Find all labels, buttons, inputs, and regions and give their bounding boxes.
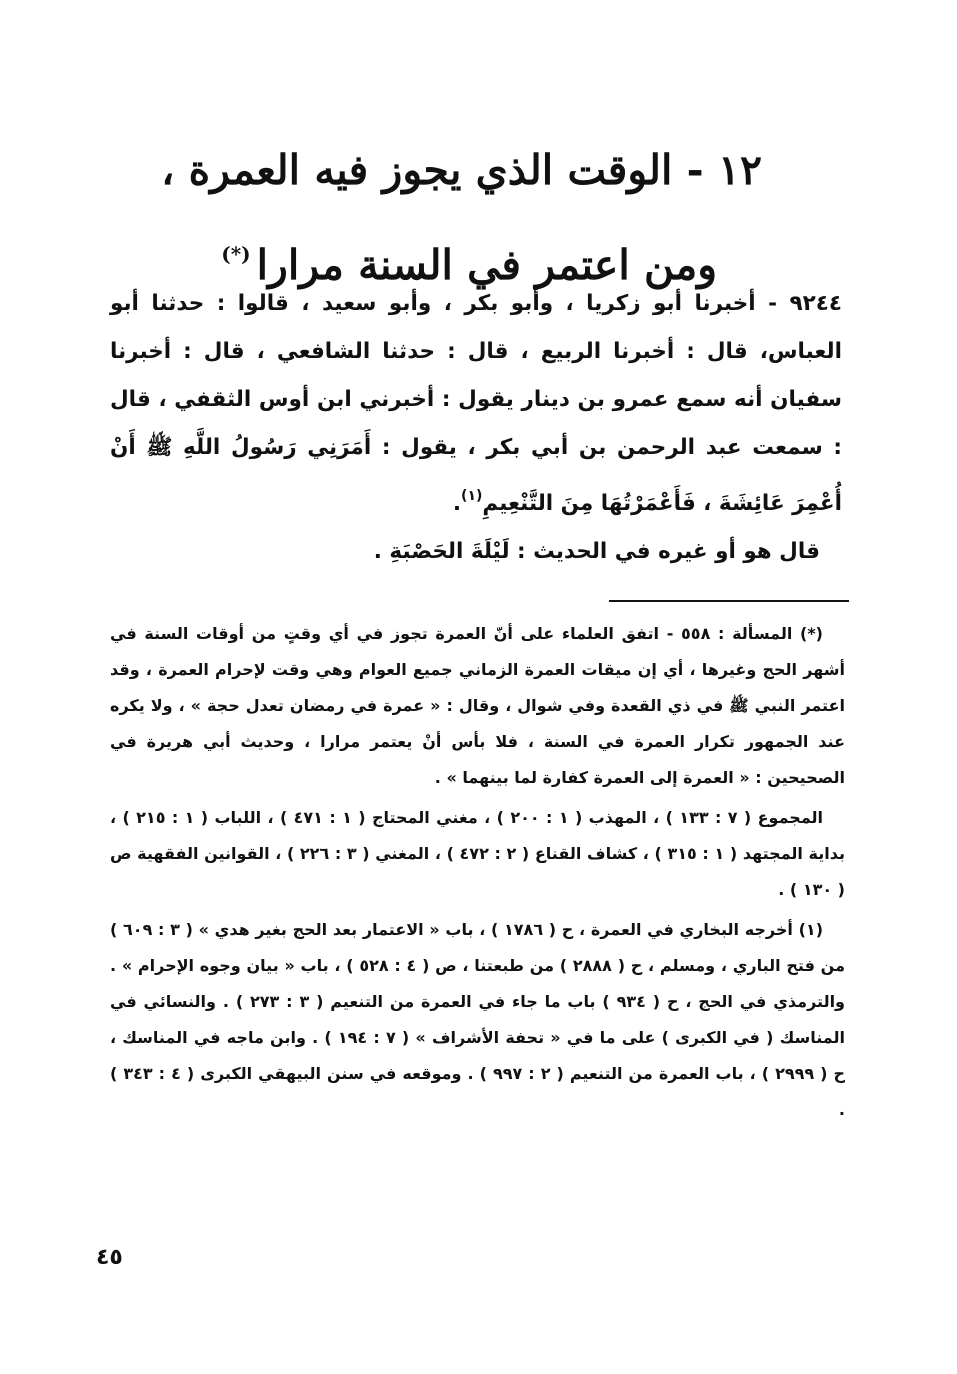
chapter-title-line1: ١٢ - الوقت الذي يجوز فيه العمرة ، (161, 146, 762, 194)
chapter-title-text: ومن اعتمر في السنة مرارا (256, 241, 717, 289)
narration-note: قال هو أو غيره في الحديث : لَيْلَةَ الحَصْبَةِ . (373, 539, 820, 564)
chapter-title-marker: (*) (221, 242, 251, 266)
hadith-paragraph (110, 280, 842, 528)
footnote-separator (609, 600, 849, 602)
masala-note (110, 616, 845, 796)
footnote-ref: (١) (461, 488, 483, 504)
isnad-text: ٩٢٤٤ - أخبرنا أبو زكريا ، وأبو بكر ، وأبو سعيد ، قالوا : حدثنا أبو العباس، قال : أخبرنا الربيع ، قال : حدثنا الشافعي ، قال : أخبرنا سفيان أنه سمع عمرو بن دينار يقول : أخبرني ابن أوس الثقفي ، قال : سمعت عبد الرحمن بن أبي بكر ، يقول : (110, 291, 842, 460)
hadith-text: أَمَرَنِي رَسُولُ اللَّهِ ﷺ أَنْ أُعْمِرَ عَائِشَةَ ، فَأَعْمَرْتُهَا مِنَ التَّنْعِيمِ (110, 435, 842, 516)
footnote-1: (١) أخرجه البخاري في العمرة ، ح ( ١٧٨٦ ) ، باب « الاعتمار بعد الحج بغير هدي » ( ٣ : ٦٠٩ ) من فتح الباري ، ومسلم ، ح ( ٢٨٨٨ ) من طبعتنا ، ص ( ٤ : ٥٢٨ ) ، باب « بيان وجوه الإحرام » . والترمذي في الحج ، ح ( ٩٣٤ ) باب ما جاء في العمرة من التنعيم ( ٣ : ٢٧٣ ) . والنسائي في المناسك ( في الكبرى ) على ما في « تحفة الأشراف » ( ٧ : ١٩٤ ) . وابن ماجه في المناسك ، ح ( ٢٩٩٩ ) ، باب العمرة من التنعيم ( ٢ : ٩٩٧ ) . وموقعه في سنن البيهقي الكبرى ( ٤ : ٣٤٣ ) . (110, 920, 846, 1119)
masala-label: (*) المسألة : ٥٥٨ (681, 624, 823, 643)
main-text (110, 280, 842, 576)
page-number: ٤٥ (96, 1245, 123, 1270)
footnotes (110, 616, 845, 1132)
sources-note: المجموع ( ٧ : ١٣٣ ) ، المهذب ( ١ : ٢٠٠ ) ، مغني المحتاج ( ١ : ٤٧١ ) ، اللباب ( ١ : ٢١٥ ) ، بداية المجتهد ( ١ : ٣١٥ ) ، كشاف القناع ( ٢ : ٤٧٢ ) ، المغني ( ٣ : ٢٢٦ ) ، القوانين الفقهية ص ( ١٣٠ ) . (110, 808, 845, 899)
hadith-end: . (452, 491, 462, 516)
masala-text: - اتفق العلماء على أنّ العمرة تجوز في أي وقتٍ من أوقات السنة في أشهر الحج وغيرها ، أي إن ميقات العمرة الزماني جميع العوام وهي وقت لإحرام العمرة ، وقد اعتمر النبي ﷺ في ذي القعدة وفي شوال ، وقال : « عمرة في رمضان تعدل حجة » ، ولا يكره عند الجمهور تكرار العمرة في السنة ، فلا بأس أنْ يعتمر مرارا ، وحديث أبي هريرة في الصحيحين : « العمرة إلى العمرة كفارة لما بينهما » . (110, 624, 845, 787)
